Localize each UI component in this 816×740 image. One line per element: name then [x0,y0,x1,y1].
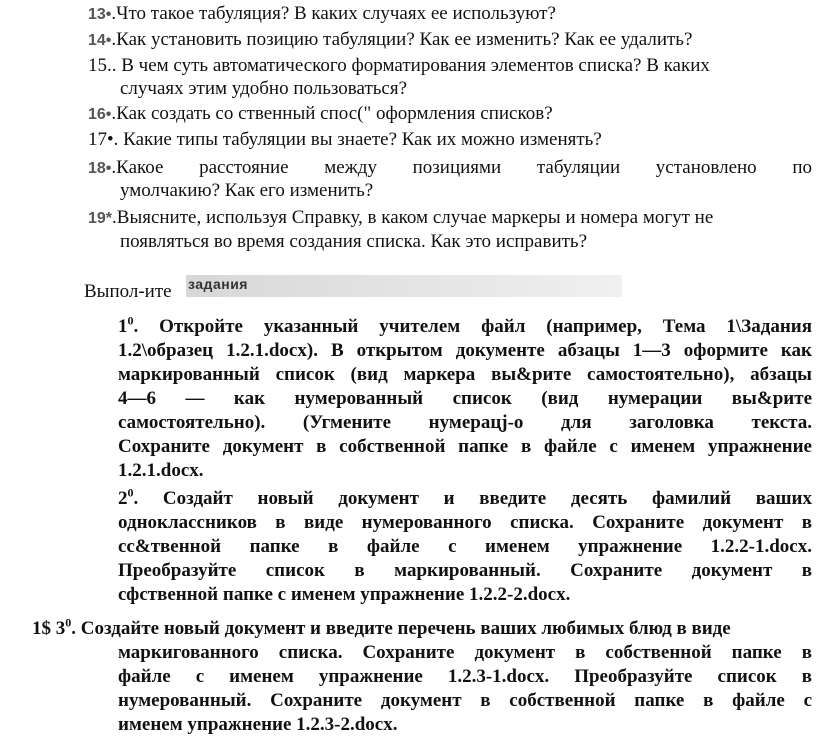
task-3-line [118,642,812,664]
question-number: 14• [88,32,112,49]
task-text: Сохраните документ в собственной папке в файле с именем упражнение [118,436,812,457]
task-3-line [118,690,812,712]
question-text: . Какие типы табуляции вы знаете? Как их можно изменять? [113,129,602,150]
task-number: 1 [118,316,128,337]
task-1-line [118,436,812,458]
task-text: именем упражнение 1.2.3-2.docx. [118,714,398,735]
question-text: .Выясните, используя Справку, в каком случае маркеры и номера могут не [112,207,714,228]
question-number: 18• [88,160,112,177]
task-text: маркигованного списка. Сохраните документ в собственной папке в [118,642,812,663]
question-15-continuation [120,78,407,100]
task-text: сфственной папке с именем упражнение 1.2.2-2.docx. [118,584,571,605]
question-number: 16• [88,106,112,123]
task-1-line [118,364,812,386]
task-2-line [118,536,812,558]
task-text: Преобразуйте список в маркированный. Сохраните документ в [118,560,812,581]
task-text: маркированный список (вид маркера вы&рите самостоятельно), абзацы [118,364,812,385]
task-3 [32,615,731,640]
question-18 [88,157,812,180]
question-15 [88,55,710,77]
task-text: файле с именем упражнение 1.2.3-1.docx. Преобразуйте список в [118,666,812,687]
task-text: 1.2.1.docx. [118,460,204,481]
task-1-line [118,460,204,482]
task-text: одноклассников в виде нумерованного списка. Сохраните документ в [118,512,812,533]
task-number: 3 [55,618,66,639]
question-number: 13• [88,6,112,23]
task-number-sup: 0 [65,615,72,630]
question-19-continuation [120,231,587,253]
question-number: 15. [88,55,112,76]
question-19 [88,207,713,230]
task-text: нумерованный. Сохраните документ в собственной папке в файле с [118,690,812,711]
section-heading: задания [188,276,248,292]
task-number-sup: 0 [127,313,134,328]
question-text: .Что такое табуляция? В каких случаях ее используют? [111,3,556,24]
section-label [84,281,172,303]
task-2-line [118,584,570,606]
task-3-line [118,666,812,688]
task-prefix: 1$ [32,618,56,639]
question-number: 19* [88,210,113,227]
task-text: 1.2\образец 1.2.1.docx). В открытом документе абзацы 1—3 оформите как [118,340,812,361]
question-text: .Как установить позицию табуляции? Как ее изменить? Как ее удалить? [111,29,693,50]
task-1-line [118,340,812,362]
question-number: 17• [88,129,114,150]
task-text: . Создайт новый документ и введите десять фамилий ваших [133,488,812,509]
task-text: сс&твенной папке в файле с именем упражнение 1.2.2-1.docx. [118,536,812,557]
task-number-sup: 0 [127,485,134,500]
question-text: . В чем суть автоматического форматирования элементов списка? В каких [111,55,710,76]
section-label-text: Выпол-ите [84,281,172,302]
question-14 [88,29,692,52]
task-2 [118,485,812,510]
task-text: . Создайте новый документ и введите перечень ваших любимых блюд в виде [71,618,731,639]
question-18-continuation [120,180,373,202]
task-1 [118,313,812,338]
question-16 [88,103,553,126]
question-text: умолчакию? Как его изменить? [120,180,374,201]
task-2-line [118,560,812,582]
task-text: 4—6 — как нумерованный список (вид нумерации вы&рите [118,388,812,409]
question-13 [88,3,556,26]
question-17 [88,129,602,151]
question-text: появляться во время создания списка. Как это исправить? [120,231,588,252]
task-text: . Откройте указанный учителем файл (например, Тема 1\Задания [133,316,812,337]
task-text: самостоятельно). (Угмените нумерацj-о для заголовка текста. [118,412,812,433]
question-text: случаях этим удобно пользоваться? [120,78,408,99]
task-3-line [118,714,397,736]
task-1-line [118,388,812,410]
heading-highlight [186,275,622,297]
task-number: 2 [118,488,128,509]
task-1-line [118,412,812,434]
question-text: .Какое расстояние между позициями табуляции установлено по [111,157,812,178]
task-2-line [118,512,812,534]
question-text: .Как создать со ственный спос(" оформления списков? [111,103,553,124]
